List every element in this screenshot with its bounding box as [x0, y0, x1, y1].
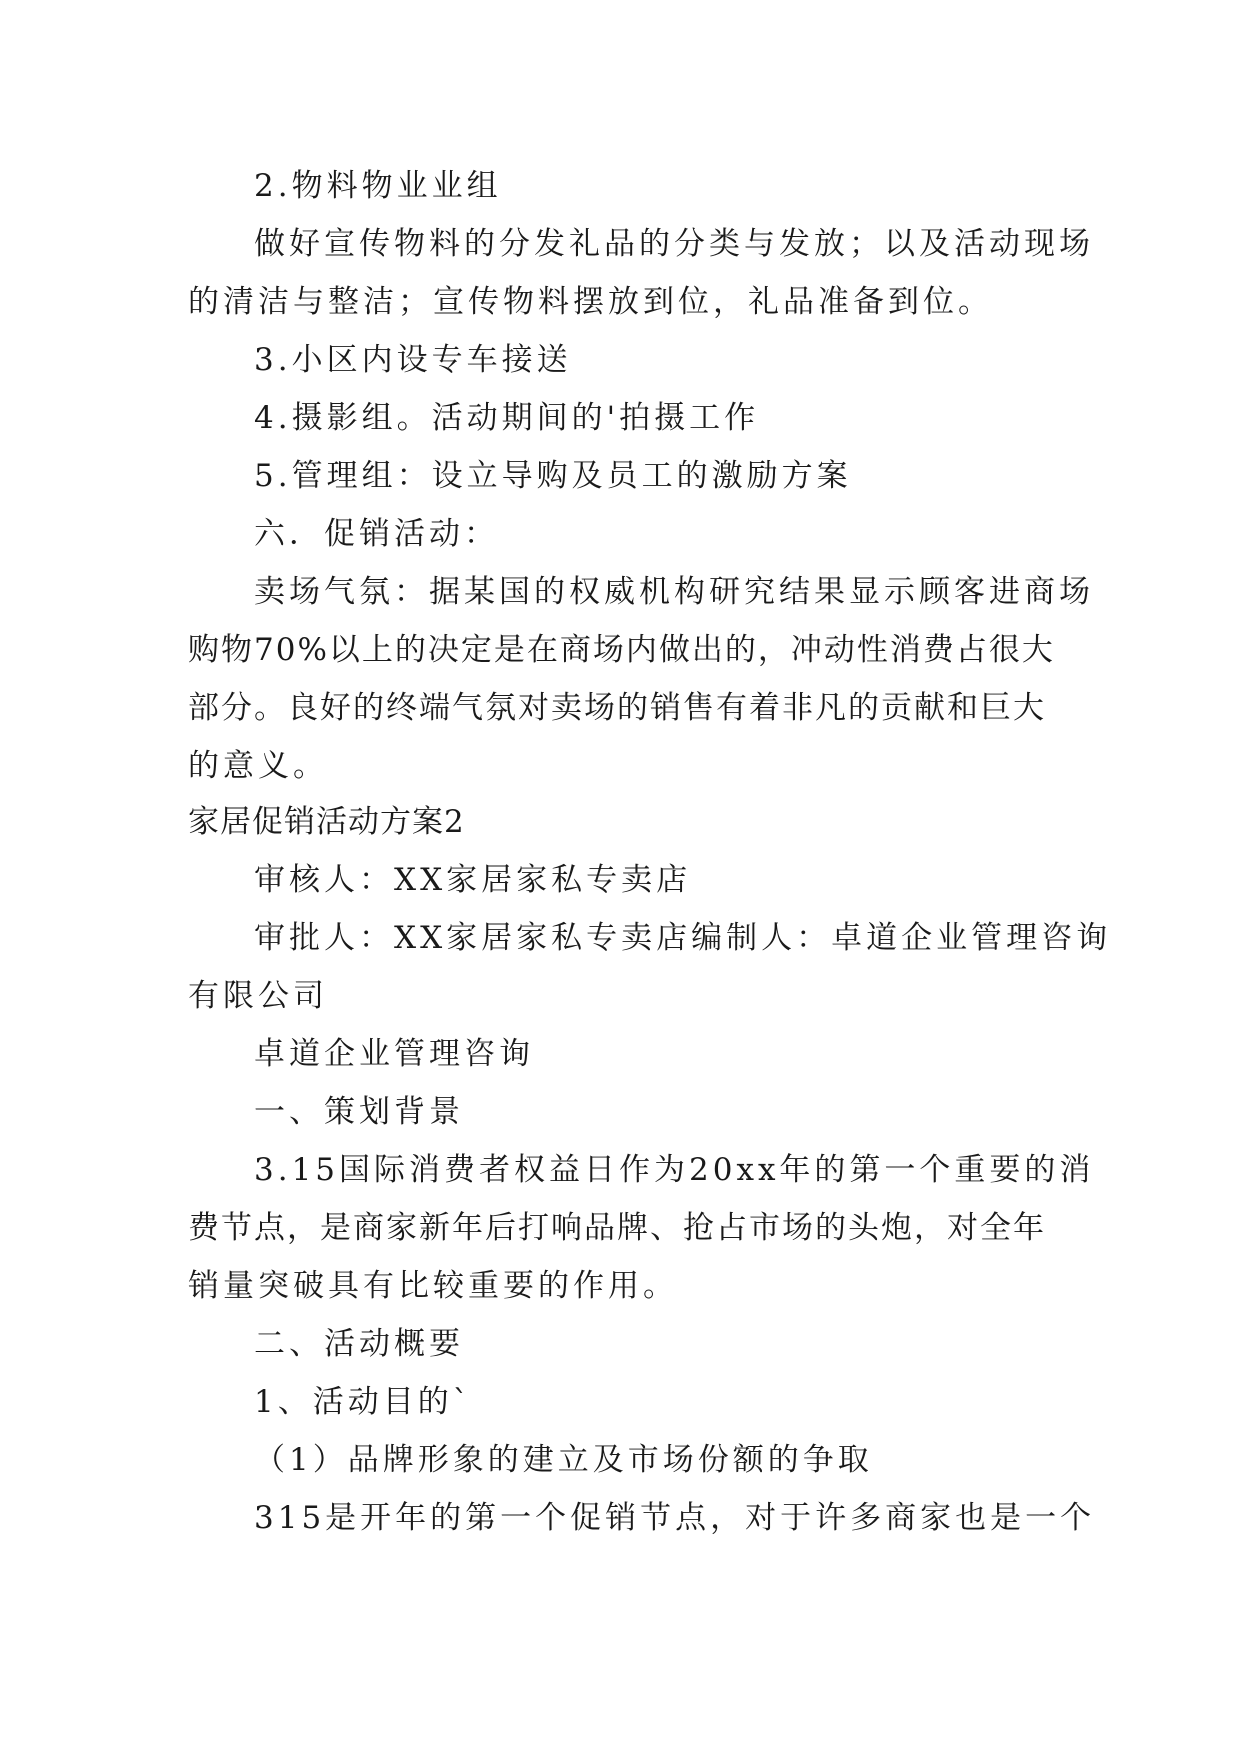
text-line: 卖场气氛：据某国的权威机构研究结果显示顾客进商场 — [254, 574, 1094, 610]
text-line: 5.管理组：设立导购及员工的激励方案 — [254, 458, 852, 494]
text-line: 315是开年的第一个促销节点，对于许多商家也是一个 — [254, 1500, 1096, 1536]
text-line: 4.摄影组。活动期间的'拍摄工作 — [254, 400, 760, 436]
text-line: 1、活动目的` — [254, 1384, 473, 1420]
text-line: 销量突破具有比较重要的作用。 — [188, 1268, 678, 1304]
text-line: 的意义。 — [188, 748, 328, 784]
text-line: 的清洁与整洁；宣传物料摆放到位，礼品准备到位。 — [188, 284, 993, 320]
text-line: 费节点，是商家新年后打响品牌、抢占市场的头炮，对全年 — [188, 1210, 1046, 1246]
text-line: 2.物料物业业组 — [254, 168, 502, 204]
text-line: 有限公司 — [188, 978, 328, 1014]
text-line: 3.15国际消费者权益日作为20xx年的第一个重要的消 — [254, 1152, 1095, 1188]
text-line: 审核人：XX家居家私专卖店 — [254, 862, 692, 898]
text-line: 部分。良好的终端气氛对卖场的销售有着非凡的贡献和巨大 — [188, 690, 1046, 726]
text-line: 卓道企业管理咨询 — [254, 1036, 534, 1072]
text-line: （1）品牌形象的建立及市场份额的争取 — [254, 1442, 873, 1478]
section-heading: 六．促销活动： — [254, 516, 499, 552]
section-heading: 二、活动概要 — [254, 1326, 464, 1362]
text-line: 购物70%以上的决定是在商场内做出的，冲动性消费占很大 — [188, 632, 1055, 668]
document-title: 家居促销活动方案2 — [188, 804, 465, 840]
text-line: 审批人：XX家居家私专卖店编制人：卓道企业管理咨询 — [254, 920, 1112, 956]
text-line: 做好宣传物料的分发礼品的分类与发放；以及活动现场 — [254, 226, 1094, 262]
section-heading: 一、策划背景 — [254, 1094, 464, 1130]
text-line: 3.小区内设专车接送 — [254, 342, 572, 378]
